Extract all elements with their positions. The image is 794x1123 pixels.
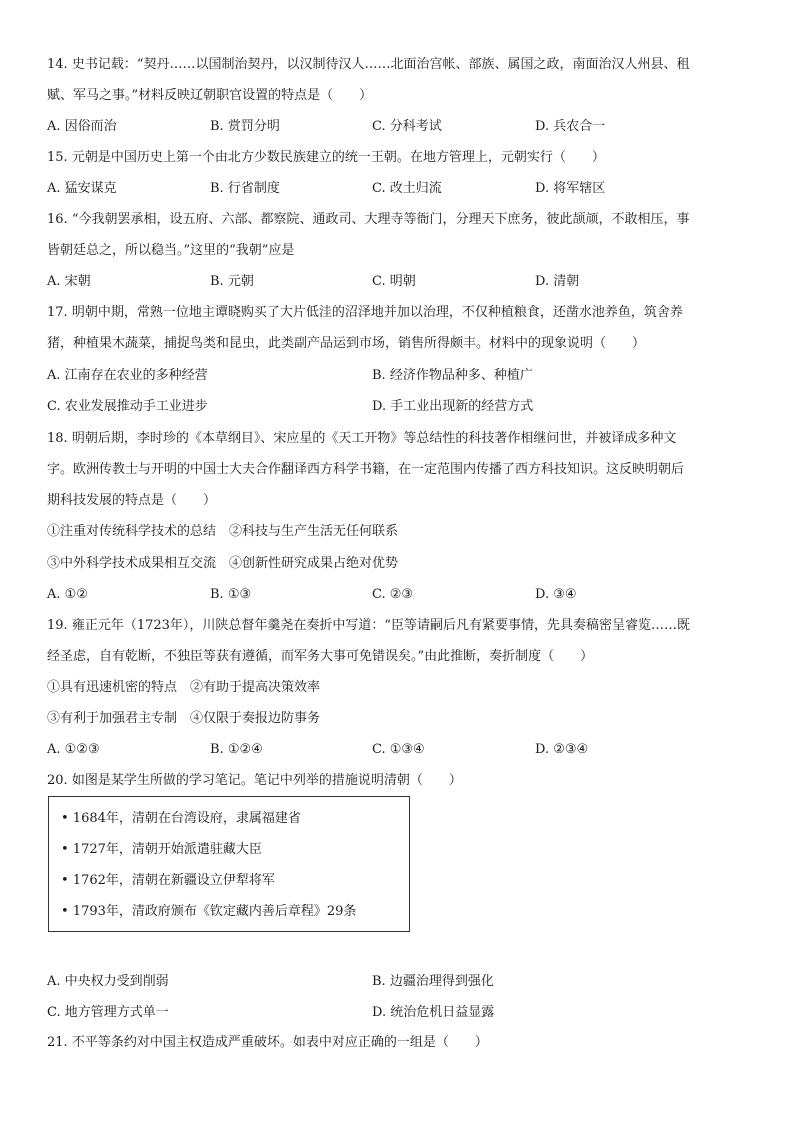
question-18-option-b[interactable]: B. ①③	[210, 587, 252, 602]
question-17-line-1: 17. 明朝中期，常熟一位地主谭晓购买了大片低洼的沼泽地并加以治理，不仅种植粮食，还凿水池养鱼，筑舍养	[47, 305, 683, 320]
question-14-option-b[interactable]: B. 赏罚分明	[210, 119, 280, 134]
question-15-line-1: 15. 元朝是中国历史上第一个由北方少数民族建立的统一王朝。在地方管理上，元朝实行（ ）	[47, 150, 605, 165]
question-15-option-c[interactable]: C. 改土归流	[372, 181, 442, 196]
question-number: 14.	[47, 57, 68, 72]
question-19-option-c[interactable]: C. ①③④	[372, 742, 425, 757]
study-note-box	[48, 796, 410, 932]
note-item: • 1793年，清政府颁布《钦定藏内善后章程》29条	[61, 904, 357, 919]
question-19-line-1: 19. 雍正元年（1723年），川陕总督年羹尧在奏折中写道：“臣等请嗣后凡有紧要事情，先具奏稿密呈睿览……既	[47, 618, 691, 633]
question-17-option-d[interactable]: D. 手工业出现新的经营方式	[372, 399, 534, 414]
question-16-line-2: 皆朝廷总之，所以稳当。”这里的“我朝”应是	[47, 243, 295, 258]
question-21-line-1: 21. 不平等条约对中国主权造成严重破坏。如表中对应正确的一组是（ ）	[47, 1035, 488, 1050]
question-19-option-b[interactable]: B. ①②④	[210, 742, 263, 757]
question-20-option-d[interactable]: D. 统治危机日益显露	[372, 1005, 495, 1020]
question-14-option-a[interactable]: A. 因俗而治	[47, 119, 117, 134]
question-17-option-b[interactable]: B. 经济作物品种多、种植广	[372, 368, 533, 383]
question-number: 19.	[47, 618, 68, 633]
question-18-option-a[interactable]: A. ①②	[47, 587, 88, 602]
question-20-line-1: 20. 如图是某学生所做的学习笔记。笔记中列举的措施说明清朝（ ）	[47, 773, 462, 788]
question-19-statements-1: ①具有迅速机密的特点 ②有助于提高决策效率	[47, 680, 321, 695]
note-item: • 1684年，清朝在台湾设府，隶属福建省	[61, 811, 301, 826]
note-item: • 1762年，清朝在新疆设立伊犁将军	[61, 873, 275, 888]
question-15-option-d[interactable]: D. 将军辖区	[535, 181, 606, 196]
question-number: 17.	[47, 305, 68, 320]
question-18-statements-2: ③中外科学技术成果相互交流 ④创新性研究成果占绝对优势	[47, 556, 399, 571]
question-17-option-c[interactable]: C. 农业发展推动手工业进步	[47, 399, 208, 414]
question-18-statements-1: ①注重对传统科学技术的总结 ②科技与生产生活无任何联系	[47, 524, 399, 539]
note-item: • 1727年，清朝开始派遣驻藏大臣	[61, 842, 262, 857]
question-18-line-3: 期科技发展的特点是（ ）	[47, 493, 217, 508]
question-14-option-c[interactable]: C. 分科考试	[372, 119, 442, 134]
question-19-option-d[interactable]: D. ②③④	[535, 742, 589, 757]
question-14-option-d[interactable]: D. 兵农合一	[535, 119, 606, 134]
question-16-option-a[interactable]: A. 宋朝	[47, 274, 91, 289]
question-20-option-b[interactable]: B. 边疆治理得到强化	[372, 974, 494, 989]
question-17-option-a[interactable]: A. 江南存在农业的多种经营	[47, 368, 208, 383]
question-14-line-1: 14. 史书记载：“契丹……以国制治契丹，以汉制待汉人……北面治宫帐、部族、属国之政，南面治汉人州县、租	[47, 57, 690, 72]
question-16-option-b[interactable]: B. 元朝	[210, 274, 254, 289]
question-number: 21.	[47, 1035, 68, 1050]
question-19-statements-2: ③有利于加强君主专制 ④仅限于奏报边防事务	[47, 711, 321, 726]
question-number: 16.	[47, 212, 68, 227]
question-14-line-2: 赋、军马之事。”材料反映辽朝职官设置的特点是（ ）	[47, 88, 373, 103]
question-19-option-a[interactable]: A. ①②③	[47, 742, 100, 757]
question-19-line-2: 经圣虑，自有乾断，不独臣等获有遵循，而军务大事可免错误矣。”由此推断，奏折制度（ ）	[47, 649, 594, 664]
question-16-option-c[interactable]: C. 明朝	[372, 274, 416, 289]
question-18-line-2: 字。欧洲传教士与开明的中国士大夫合作翻译西方科学书籍，在一定范围内传播了西方科技知识。这反映明朝后	[47, 462, 685, 477]
question-17-line-2: 猪，种植果木蔬菜，捕捉鸟类和昆虫，此类副产品运到市场，销售所得颇丰。材料中的现象说明（ ）	[47, 336, 646, 351]
question-18-option-d[interactable]: D. ③④	[535, 587, 577, 602]
question-18-line-1: 18. 明朝后期，李时珍的《本草纲目》、宋应星的《天工开物》等总结性的科技著作相继问世，并被译成多种文	[47, 431, 677, 446]
question-16-line-1: 16. “今我朝罢承相，设五府、六部、都察院、通政司、大理寺等衙门，分理天下庶务，彼此颉颃，不敢相压，事	[47, 212, 690, 227]
question-number: 15.	[47, 150, 68, 165]
question-15-option-a[interactable]: A. 猛安谋克	[47, 181, 117, 196]
question-16-option-d[interactable]: D. 清朝	[535, 274, 580, 289]
question-number: 18.	[47, 431, 68, 446]
question-20-option-a[interactable]: A. 中央权力受到削弱	[47, 974, 169, 989]
question-number: 20.	[47, 773, 68, 788]
question-18-option-c[interactable]: C. ②③	[372, 587, 414, 602]
question-20-option-c[interactable]: C. 地方管理方式单一	[47, 1005, 169, 1020]
question-15-option-b[interactable]: B. 行省制度	[210, 181, 280, 196]
